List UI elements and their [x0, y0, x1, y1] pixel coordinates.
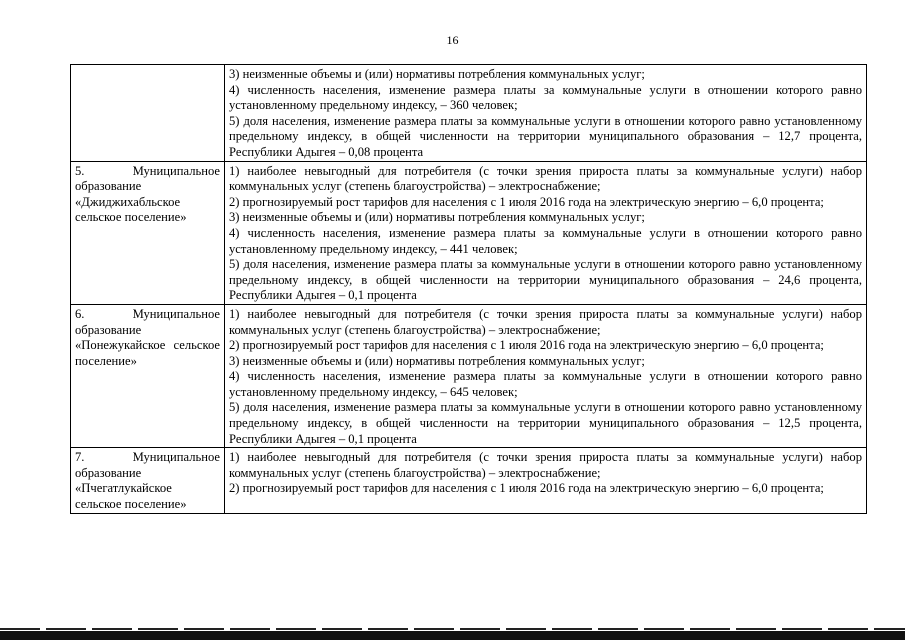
municipality-name-cell: [71, 65, 225, 162]
conditions-cell: [225, 161, 867, 304]
condition-item: 2) прогнозируемый рост тарифов для населения с 1 июля 2016 года на электрическую энергию – 6,0 процента;: [229, 481, 824, 496]
condition-item: 5) доля населения, изменение размера платы за коммунальные услуги в отношении которого равно установленному предельному индексу, в общей численности на территории муниципального образования – 12,5 процента, Республики Адыгея – 0,1 процента: [229, 400, 862, 446]
table-row: [71, 448, 867, 513]
condition-item: 4) численность населения, изменение размера платы за коммунальные услуги в отношении которого равно установленному предельному индексу, – 645 человек;: [229, 369, 862, 399]
scan-bottom-edge: [0, 631, 905, 640]
condition-item: 4) численность населения, изменение размера платы за коммунальные услуги в отношении которого равно установленному предельному индексу, – 441 человек;: [229, 225, 862, 256]
condition-item: 3) неизменные объемы и (или) нормативы потребления коммунальных услуг;: [229, 67, 645, 81]
condition-item: 1) наиболее невыгодный для потребителя (с точки зрения прироста платы за коммунальные услуги) набор коммунальных услуг (степень благоустройства) – электроснабжение;: [229, 163, 862, 194]
condition-item: 2) прогнозируемый рост тарифов для населения с 1 июля 2016 года на электрическую энергию – 6,0 процента;: [229, 338, 824, 353]
condition-item: 4) численность населения, изменение размера платы за коммунальные услуги в отношении которого равно установленному предельному индексу, – 360 человек;: [229, 82, 862, 113]
condition-item: 3) неизменные объемы и (или) нормативы потребления коммунальных услуг;: [229, 210, 645, 225]
municipality-name-cell: 5. Муниципальное образование «Джиджихабльское сельское поселение»: [71, 161, 225, 304]
conditions-cell: [225, 448, 867, 513]
condition-item: 5) доля населения, изменение размера платы за коммунальные услуги в отношении которого равно установленному предельному индексу, в общей численности на территории муниципального образования – 12,7 процента, Республики Адыгея – 0,08 процента: [229, 113, 862, 159]
municipality-name-cell: 7. Муниципальное образование «Пчегатлукайское сельское поселение»: [71, 448, 225, 513]
table-row: [71, 161, 867, 304]
condition-item: 1) наиболее невыгодный для потребителя (с точки зрения прироста платы за коммунальные услуги) набор коммунальных услуг (степень благоустройства) – электроснабжение;: [229, 306, 862, 337]
condition-item: 5) доля населения, изменение размера платы за коммунальные услуги в отношении которого равно установленному предельному индексу, в общей численности на территории муниципального образования – 24,6 процента, Республики Адыгея – 0,1 процента: [229, 257, 862, 303]
conditions-cell: [225, 304, 867, 447]
indices-table: [70, 64, 867, 514]
table-row: [71, 65, 867, 162]
condition-item: 2) прогнозируемый рост тарифов для населения с 1 июля 2016 года на электрическую энергию – 6,0 процента;: [229, 194, 824, 209]
municipality-name-cell: 6. Муниципальное образование «Понежукайское сельское поселение»: [71, 304, 225, 447]
condition-item: 3) неизменные объемы и (или) нормативы потребления коммунальных услуг;: [229, 353, 645, 368]
table-row: [71, 304, 867, 447]
condition-item: 1) наиболее невыгодный для потребителя (с точки зрения прироста платы за коммунальные услуги) набор коммунальных услуг (степень благоустройства) – электроснабжение;: [229, 450, 862, 480]
page-number: 16: [446, 33, 459, 47]
conditions-cell: [225, 65, 867, 162]
